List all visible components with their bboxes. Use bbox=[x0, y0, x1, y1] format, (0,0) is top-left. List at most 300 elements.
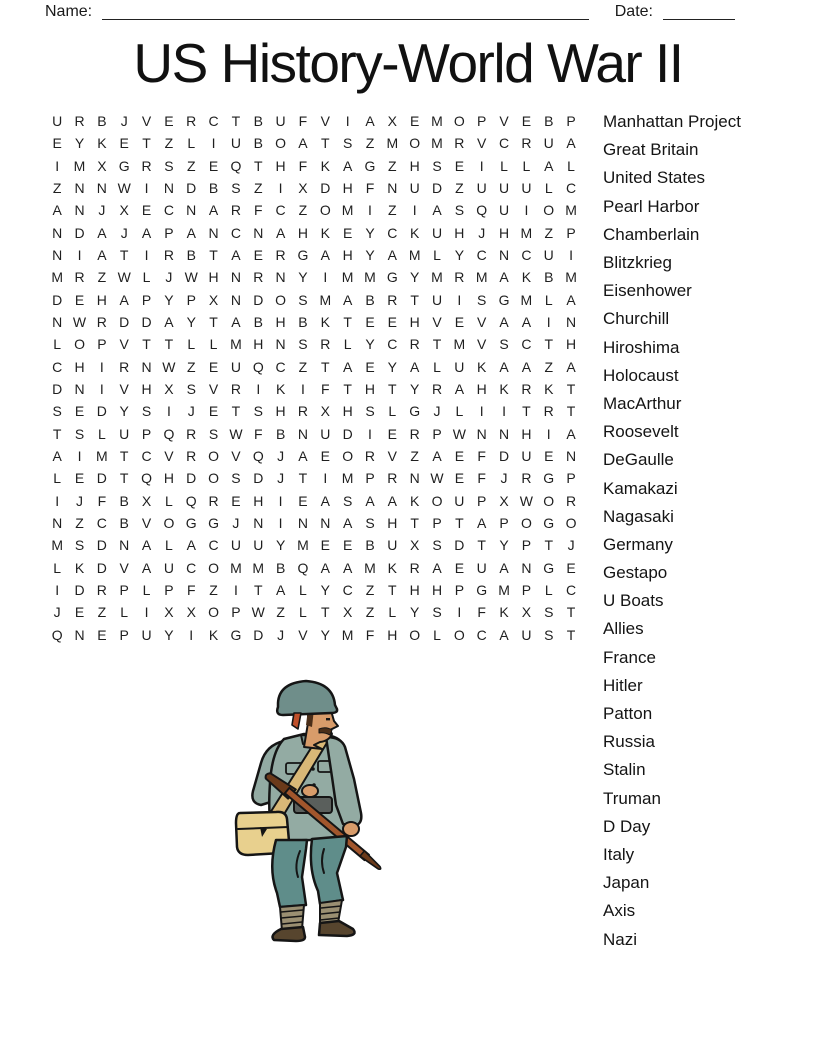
grid-letter: U bbox=[498, 202, 510, 219]
grid-letter: B bbox=[119, 515, 129, 532]
grid-letter: S bbox=[231, 470, 241, 487]
grid-letter: A bbox=[387, 247, 397, 264]
grid-letter: P bbox=[119, 582, 129, 599]
grid-letter: Q bbox=[476, 202, 488, 219]
grid-letter: I bbox=[323, 470, 328, 487]
word-list-item: DeGaulle bbox=[603, 450, 674, 470]
grid-letter: H bbox=[476, 381, 487, 398]
grid-letter: W bbox=[251, 604, 265, 621]
grid-letter: C bbox=[52, 358, 63, 375]
grid-letter: O bbox=[453, 626, 465, 643]
grid-letter: E bbox=[231, 492, 241, 509]
grid-letter: T bbox=[253, 157, 263, 174]
grid-letter: I bbox=[502, 403, 506, 420]
grid-letter: U bbox=[476, 180, 487, 197]
grid-letter: S bbox=[141, 403, 152, 420]
grid-letter: P bbox=[231, 604, 241, 621]
grid-letter: M bbox=[252, 559, 265, 576]
grid-letter: Z bbox=[75, 515, 84, 532]
grid-letter: A bbox=[320, 492, 330, 509]
word-list-item: France bbox=[603, 647, 656, 667]
grid-letter: D bbox=[74, 224, 85, 241]
grid-letter: L bbox=[544, 582, 553, 599]
grid-letter: A bbox=[97, 247, 107, 264]
grid-letter: Y bbox=[410, 381, 420, 398]
grid-letter: K bbox=[320, 157, 330, 174]
grid-letter: L bbox=[209, 336, 218, 353]
grid-letter: N bbox=[52, 247, 63, 264]
grid-letter: L bbox=[97, 425, 106, 442]
grid-letter: A bbox=[231, 247, 241, 264]
grid-letter: Z bbox=[164, 135, 174, 152]
grid-letter: P bbox=[164, 224, 174, 241]
grid-letter: T bbox=[231, 403, 241, 420]
grid-letter: Y bbox=[320, 626, 330, 643]
grid-letter: Y bbox=[365, 336, 375, 353]
grid-letter: I bbox=[99, 358, 104, 375]
grid-letter: L bbox=[142, 269, 151, 286]
soldier-pants-right bbox=[311, 836, 347, 904]
grid-letter: Q bbox=[252, 358, 264, 375]
grid-letter: M bbox=[319, 291, 332, 308]
grid-letter: X bbox=[186, 604, 196, 621]
grid-letter: C bbox=[521, 247, 532, 264]
grid-letter: F bbox=[321, 381, 330, 398]
grid-letter: A bbox=[298, 448, 308, 465]
word-list-item: Eisenhower bbox=[603, 281, 692, 301]
grid-letter: T bbox=[566, 381, 576, 398]
grid-letter: P bbox=[432, 515, 442, 532]
grid-letter: E bbox=[454, 448, 465, 465]
grid-letter: G bbox=[208, 515, 220, 532]
grid-letter: S bbox=[164, 157, 174, 174]
grid-letter: O bbox=[208, 448, 220, 465]
grid-letter: S bbox=[231, 180, 241, 197]
grid-letter: Q bbox=[163, 425, 175, 442]
grid-letter: A bbox=[566, 291, 576, 308]
grid-letter: V bbox=[477, 135, 487, 152]
word-list-item: Pearl Harbor bbox=[603, 196, 700, 216]
grid-letter: T bbox=[164, 336, 174, 353]
grid-letter: N bbox=[52, 224, 63, 241]
grid-letter: W bbox=[72, 314, 87, 331]
grid-letter: V bbox=[477, 336, 487, 353]
grid-letter: B bbox=[97, 113, 107, 130]
grid-letter: T bbox=[209, 247, 218, 264]
grid-letter: Q bbox=[51, 626, 63, 643]
grid-letter: X bbox=[97, 157, 107, 174]
grid-letter: K bbox=[387, 559, 397, 576]
word-list-item: MacArthur bbox=[603, 393, 682, 413]
grid-letter: N bbox=[498, 247, 510, 264]
grid-letter: A bbox=[521, 358, 532, 375]
grid-letter: R bbox=[521, 470, 532, 487]
grid-letter: A bbox=[432, 559, 442, 576]
grid-letter: M bbox=[364, 269, 376, 286]
grid-letter: S bbox=[52, 403, 62, 420]
grid-letter: F bbox=[477, 604, 486, 621]
grid-letter: V bbox=[208, 381, 219, 398]
grid-letter: R bbox=[119, 358, 130, 375]
grid-letter: C bbox=[208, 537, 219, 554]
grid-letter: I bbox=[144, 180, 149, 197]
grid-letter: B bbox=[275, 425, 286, 442]
grid-letter: N bbox=[476, 425, 487, 442]
grid-letter: H bbox=[498, 224, 510, 241]
grid-letter: I bbox=[546, 425, 551, 442]
grid-letter: H bbox=[454, 224, 465, 241]
grid-letter: O bbox=[208, 470, 220, 487]
name-fill-line[interactable] bbox=[102, 3, 589, 20]
grid-letter: O bbox=[342, 448, 354, 465]
word-list-item: Holocaust bbox=[603, 365, 679, 385]
grid-letter: P bbox=[365, 470, 375, 487]
grid-letter: V bbox=[164, 448, 174, 465]
grid-letter: U bbox=[141, 626, 152, 643]
grid-letter: D bbox=[96, 537, 107, 554]
grid-letter: N bbox=[297, 425, 309, 442]
grid-letter: H bbox=[342, 403, 353, 420]
grid-letter: A bbox=[52, 448, 62, 465]
grid-letter: C bbox=[342, 582, 353, 599]
grid-letter: P bbox=[97, 336, 107, 353]
grid-letter: L bbox=[388, 604, 397, 621]
grid-letter: Y bbox=[119, 403, 129, 420]
grid-letter: E bbox=[141, 202, 152, 219]
grid-letter: Z bbox=[186, 358, 196, 375]
grid-letter: S bbox=[544, 604, 554, 621]
grid-letter: A bbox=[499, 269, 509, 286]
grid-letter: N bbox=[498, 425, 510, 442]
grid-letter: H bbox=[409, 157, 420, 174]
grid-letter: D bbox=[186, 470, 197, 487]
grid-letter: P bbox=[521, 537, 532, 554]
name-label: Name: bbox=[45, 3, 93, 20]
grid-letter: K bbox=[208, 626, 219, 643]
grid-letter: V bbox=[141, 515, 152, 532]
grid-letter: J bbox=[232, 515, 240, 532]
grid-letter: M bbox=[51, 537, 63, 554]
grid-letter: R bbox=[364, 448, 376, 465]
grid-letter: L bbox=[567, 157, 575, 174]
date-label: Date: bbox=[614, 3, 653, 20]
grid-letter: A bbox=[499, 626, 509, 643]
grid-letter: F bbox=[186, 582, 196, 599]
grid-letter: A bbox=[119, 291, 129, 308]
grid-letter: D bbox=[119, 314, 130, 331]
grid-letter: T bbox=[522, 403, 531, 420]
grid-letter: K bbox=[499, 604, 509, 621]
grid-letter: H bbox=[74, 358, 85, 375]
grid-letter: I bbox=[524, 202, 529, 219]
grid-letter: L bbox=[53, 470, 62, 487]
grid-letter: M bbox=[520, 224, 533, 241]
grid-letter: V bbox=[231, 448, 241, 465]
grid-letter: B bbox=[253, 135, 263, 152]
grid-letter: N bbox=[275, 336, 286, 353]
grid-letter: F bbox=[253, 202, 263, 219]
grid-letter: P bbox=[432, 425, 442, 442]
grid-letter: U bbox=[521, 448, 532, 465]
grid-letter: E bbox=[74, 403, 85, 420]
grid-letter: A bbox=[521, 314, 532, 331]
grid-letter: E bbox=[365, 358, 375, 375]
grid-letter: X bbox=[320, 403, 330, 420]
grid-letter: Y bbox=[186, 314, 196, 331]
grid-letter: D bbox=[52, 291, 63, 308]
grid-letter: E bbox=[454, 559, 465, 576]
grid-letter: E bbox=[365, 314, 375, 331]
soldier-hand-right bbox=[343, 822, 359, 836]
grid-letter: R bbox=[141, 157, 152, 174]
grid-letter: W bbox=[162, 358, 176, 375]
grid-letter: U bbox=[543, 135, 554, 152]
grid-letter: Y bbox=[454, 247, 465, 264]
word-list-item: Germany bbox=[603, 534, 673, 554]
grid-letter: E bbox=[164, 113, 174, 130]
grid-letter: M bbox=[297, 537, 309, 554]
grid-letter: D bbox=[253, 291, 264, 308]
grid-letter: J bbox=[478, 224, 486, 241]
grid-letter: U bbox=[543, 247, 554, 264]
word-list-item: Japan bbox=[603, 873, 650, 893]
grid-letter: T bbox=[410, 291, 419, 308]
grid-letter: S bbox=[432, 604, 442, 621]
grid-letter: L bbox=[299, 604, 307, 621]
word-list-item: Italy bbox=[603, 844, 635, 864]
grid-letter: H bbox=[163, 470, 174, 487]
grid-letter: T bbox=[566, 403, 576, 420]
grid-letter: B bbox=[186, 247, 196, 264]
grid-letter: E bbox=[342, 224, 353, 241]
grid-letter: G bbox=[230, 626, 242, 643]
grid-letter: P bbox=[186, 291, 196, 308]
grid-letter: A bbox=[275, 582, 286, 599]
grid-letter: E bbox=[342, 537, 353, 554]
grid-letter: I bbox=[55, 492, 60, 509]
grid-letter: M bbox=[341, 626, 354, 643]
grid-letter: L bbox=[522, 157, 531, 174]
grid-letter: N bbox=[230, 291, 241, 308]
grid-letter: Y bbox=[410, 604, 420, 621]
grid-letter: K bbox=[97, 135, 107, 152]
word-list-item: Nagasaki bbox=[603, 506, 674, 526]
grid-letter: R bbox=[297, 403, 309, 420]
grid-letter: Z bbox=[186, 157, 196, 174]
grid-letter: I bbox=[189, 626, 194, 643]
grid-letter: E bbox=[454, 314, 465, 331]
grid-letter: R bbox=[96, 314, 107, 331]
grid-letter: M bbox=[51, 269, 63, 286]
grid-letter: N bbox=[521, 559, 532, 576]
grid-letter: T bbox=[209, 314, 218, 331]
grid-letter: C bbox=[275, 202, 286, 219]
grid-letter: M bbox=[341, 202, 354, 219]
grid-letter: E bbox=[253, 247, 263, 264]
grid-letter: N bbox=[253, 224, 264, 241]
grid-letter: D bbox=[74, 582, 85, 599]
grid-letter: F bbox=[477, 448, 486, 465]
grid-letter: L bbox=[544, 180, 553, 197]
grid-letter: L bbox=[433, 358, 441, 375]
grid-letter: E bbox=[387, 425, 397, 442]
grid-letter: J bbox=[277, 626, 285, 643]
grid-letter: I bbox=[479, 403, 484, 420]
grid-letter: B bbox=[253, 314, 263, 331]
grid-letter: L bbox=[388, 403, 397, 420]
grid-letter: X bbox=[208, 291, 219, 308]
grid-letter: J bbox=[98, 202, 106, 219]
grid-letter: E bbox=[97, 626, 107, 643]
word-list-item: U Boats bbox=[603, 591, 664, 611]
grid-letter: W bbox=[117, 180, 131, 197]
grid-letter: E bbox=[566, 559, 576, 576]
grid-letter: E bbox=[454, 157, 465, 174]
grid-letter: N bbox=[253, 515, 264, 532]
grid-letter: V bbox=[119, 336, 129, 353]
grid-letter: J bbox=[277, 448, 285, 465]
grid-letter: S bbox=[74, 425, 85, 442]
grid-letter: A bbox=[387, 492, 397, 509]
soldier-helmet bbox=[277, 681, 337, 715]
grid-letter: E bbox=[298, 492, 308, 509]
grid-letter: M bbox=[341, 269, 354, 286]
word-list-item: Hitler bbox=[603, 675, 643, 695]
grid-letter: H bbox=[521, 425, 532, 442]
grid-letter: J bbox=[567, 537, 575, 554]
soldier-pants-left bbox=[272, 840, 307, 907]
grid-letter: L bbox=[187, 135, 196, 152]
grid-letter: G bbox=[543, 470, 555, 487]
grid-letter: L bbox=[120, 604, 129, 621]
grid-letter: E bbox=[208, 358, 219, 375]
grid-letter: P bbox=[566, 470, 576, 487]
grid-letter: J bbox=[277, 470, 285, 487]
grid-letter: K bbox=[74, 559, 85, 576]
grid-letter: A bbox=[432, 448, 442, 465]
grid-letter: K bbox=[477, 358, 487, 375]
grid-letter: E bbox=[454, 470, 465, 487]
grid-letter: P bbox=[119, 626, 129, 643]
grid-letter: M bbox=[431, 135, 443, 152]
grid-letter: C bbox=[186, 559, 197, 576]
grid-letter: Z bbox=[544, 224, 554, 241]
grid-letter: X bbox=[387, 113, 397, 130]
grid-letter: N bbox=[566, 314, 577, 331]
grid-letter: D bbox=[96, 470, 107, 487]
grid-letter: A bbox=[365, 113, 375, 130]
grid-letter: H bbox=[253, 336, 264, 353]
grid-letter: R bbox=[320, 336, 331, 353]
grid-letter: T bbox=[544, 537, 554, 554]
grid-letter: Z bbox=[253, 180, 263, 197]
grid-letter: M bbox=[408, 247, 421, 264]
grid-letter: D bbox=[431, 180, 443, 197]
grid-letter: I bbox=[278, 180, 283, 197]
grid-letter: F bbox=[97, 492, 107, 509]
grid-letter: R bbox=[409, 336, 420, 353]
grid-letter: U bbox=[52, 113, 63, 130]
grid-letter: J bbox=[53, 604, 61, 621]
grid-letter: R bbox=[409, 425, 420, 442]
wordsearch-grid bbox=[46, 110, 582, 646]
grid-letter: G bbox=[297, 247, 309, 264]
grid-letter: V bbox=[119, 559, 129, 576]
grid-letter: F bbox=[365, 626, 375, 643]
grid-letter: N bbox=[141, 358, 152, 375]
grid-letter: E bbox=[544, 448, 554, 465]
grid-letter: C bbox=[566, 180, 577, 197]
grid-letter: N bbox=[74, 381, 85, 398]
grid-letter: A bbox=[97, 224, 107, 241]
grid-letter: D bbox=[141, 314, 152, 331]
grid-letter: E bbox=[387, 314, 397, 331]
grid-letter: M bbox=[431, 113, 443, 130]
grid-letter: S bbox=[186, 381, 196, 398]
grid-letter: S bbox=[253, 403, 263, 420]
grid-letter: O bbox=[275, 291, 287, 308]
grid-letter: N bbox=[297, 515, 309, 532]
grid-letter: T bbox=[343, 314, 352, 331]
grid-letter: Y bbox=[320, 582, 330, 599]
grid-letter: N bbox=[74, 202, 85, 219]
grid-letter: A bbox=[342, 291, 353, 308]
grid-letter: L bbox=[299, 582, 307, 599]
grid-letter: X bbox=[141, 492, 152, 509]
grid-letter: Y bbox=[164, 626, 174, 643]
grid-letter: P bbox=[141, 425, 152, 442]
grid-letter: U bbox=[119, 425, 130, 442]
grid-letter: Q bbox=[297, 559, 309, 576]
grid-letter: D bbox=[52, 381, 63, 398]
grid-letter: M bbox=[364, 559, 376, 576]
grid-letter: W bbox=[430, 470, 444, 487]
grid-letter: S bbox=[298, 291, 308, 308]
grid-letter: H bbox=[275, 403, 286, 420]
grid-letter: Z bbox=[52, 180, 62, 197]
grid-letter: O bbox=[520, 515, 532, 532]
grid-letter: E bbox=[320, 448, 330, 465]
word-list-item: Gestapo bbox=[603, 563, 668, 583]
soldier-helmet-strap bbox=[292, 713, 301, 729]
grid-letter: R bbox=[96, 582, 107, 599]
date-fill-line[interactable] bbox=[663, 3, 735, 20]
grid-letter: J bbox=[120, 224, 128, 241]
grid-letter: A bbox=[454, 381, 465, 398]
grid-letter: U bbox=[476, 559, 487, 576]
grid-letter: I bbox=[345, 113, 350, 130]
grid-letter: C bbox=[230, 224, 241, 241]
grid-letter: A bbox=[141, 224, 152, 241]
grid-letter: E bbox=[208, 403, 219, 420]
grid-letter: J bbox=[500, 470, 508, 487]
grid-letter: O bbox=[543, 202, 555, 219]
grid-letter: U bbox=[498, 180, 510, 197]
grid-letter: T bbox=[455, 515, 464, 532]
grid-letter: Y bbox=[387, 358, 397, 375]
grid-letter: F bbox=[253, 425, 263, 442]
grid-letter: O bbox=[208, 559, 220, 576]
word-list-item: Roosevelt bbox=[603, 422, 679, 442]
grid-letter: I bbox=[368, 202, 372, 219]
grid-letter: H bbox=[431, 582, 443, 599]
grid-letter: W bbox=[452, 425, 466, 442]
grid-letter: A bbox=[342, 157, 353, 174]
grid-letter: F bbox=[477, 470, 486, 487]
grid-letter: T bbox=[388, 381, 397, 398]
grid-letter: I bbox=[211, 135, 216, 152]
grid-letter: T bbox=[321, 604, 330, 621]
